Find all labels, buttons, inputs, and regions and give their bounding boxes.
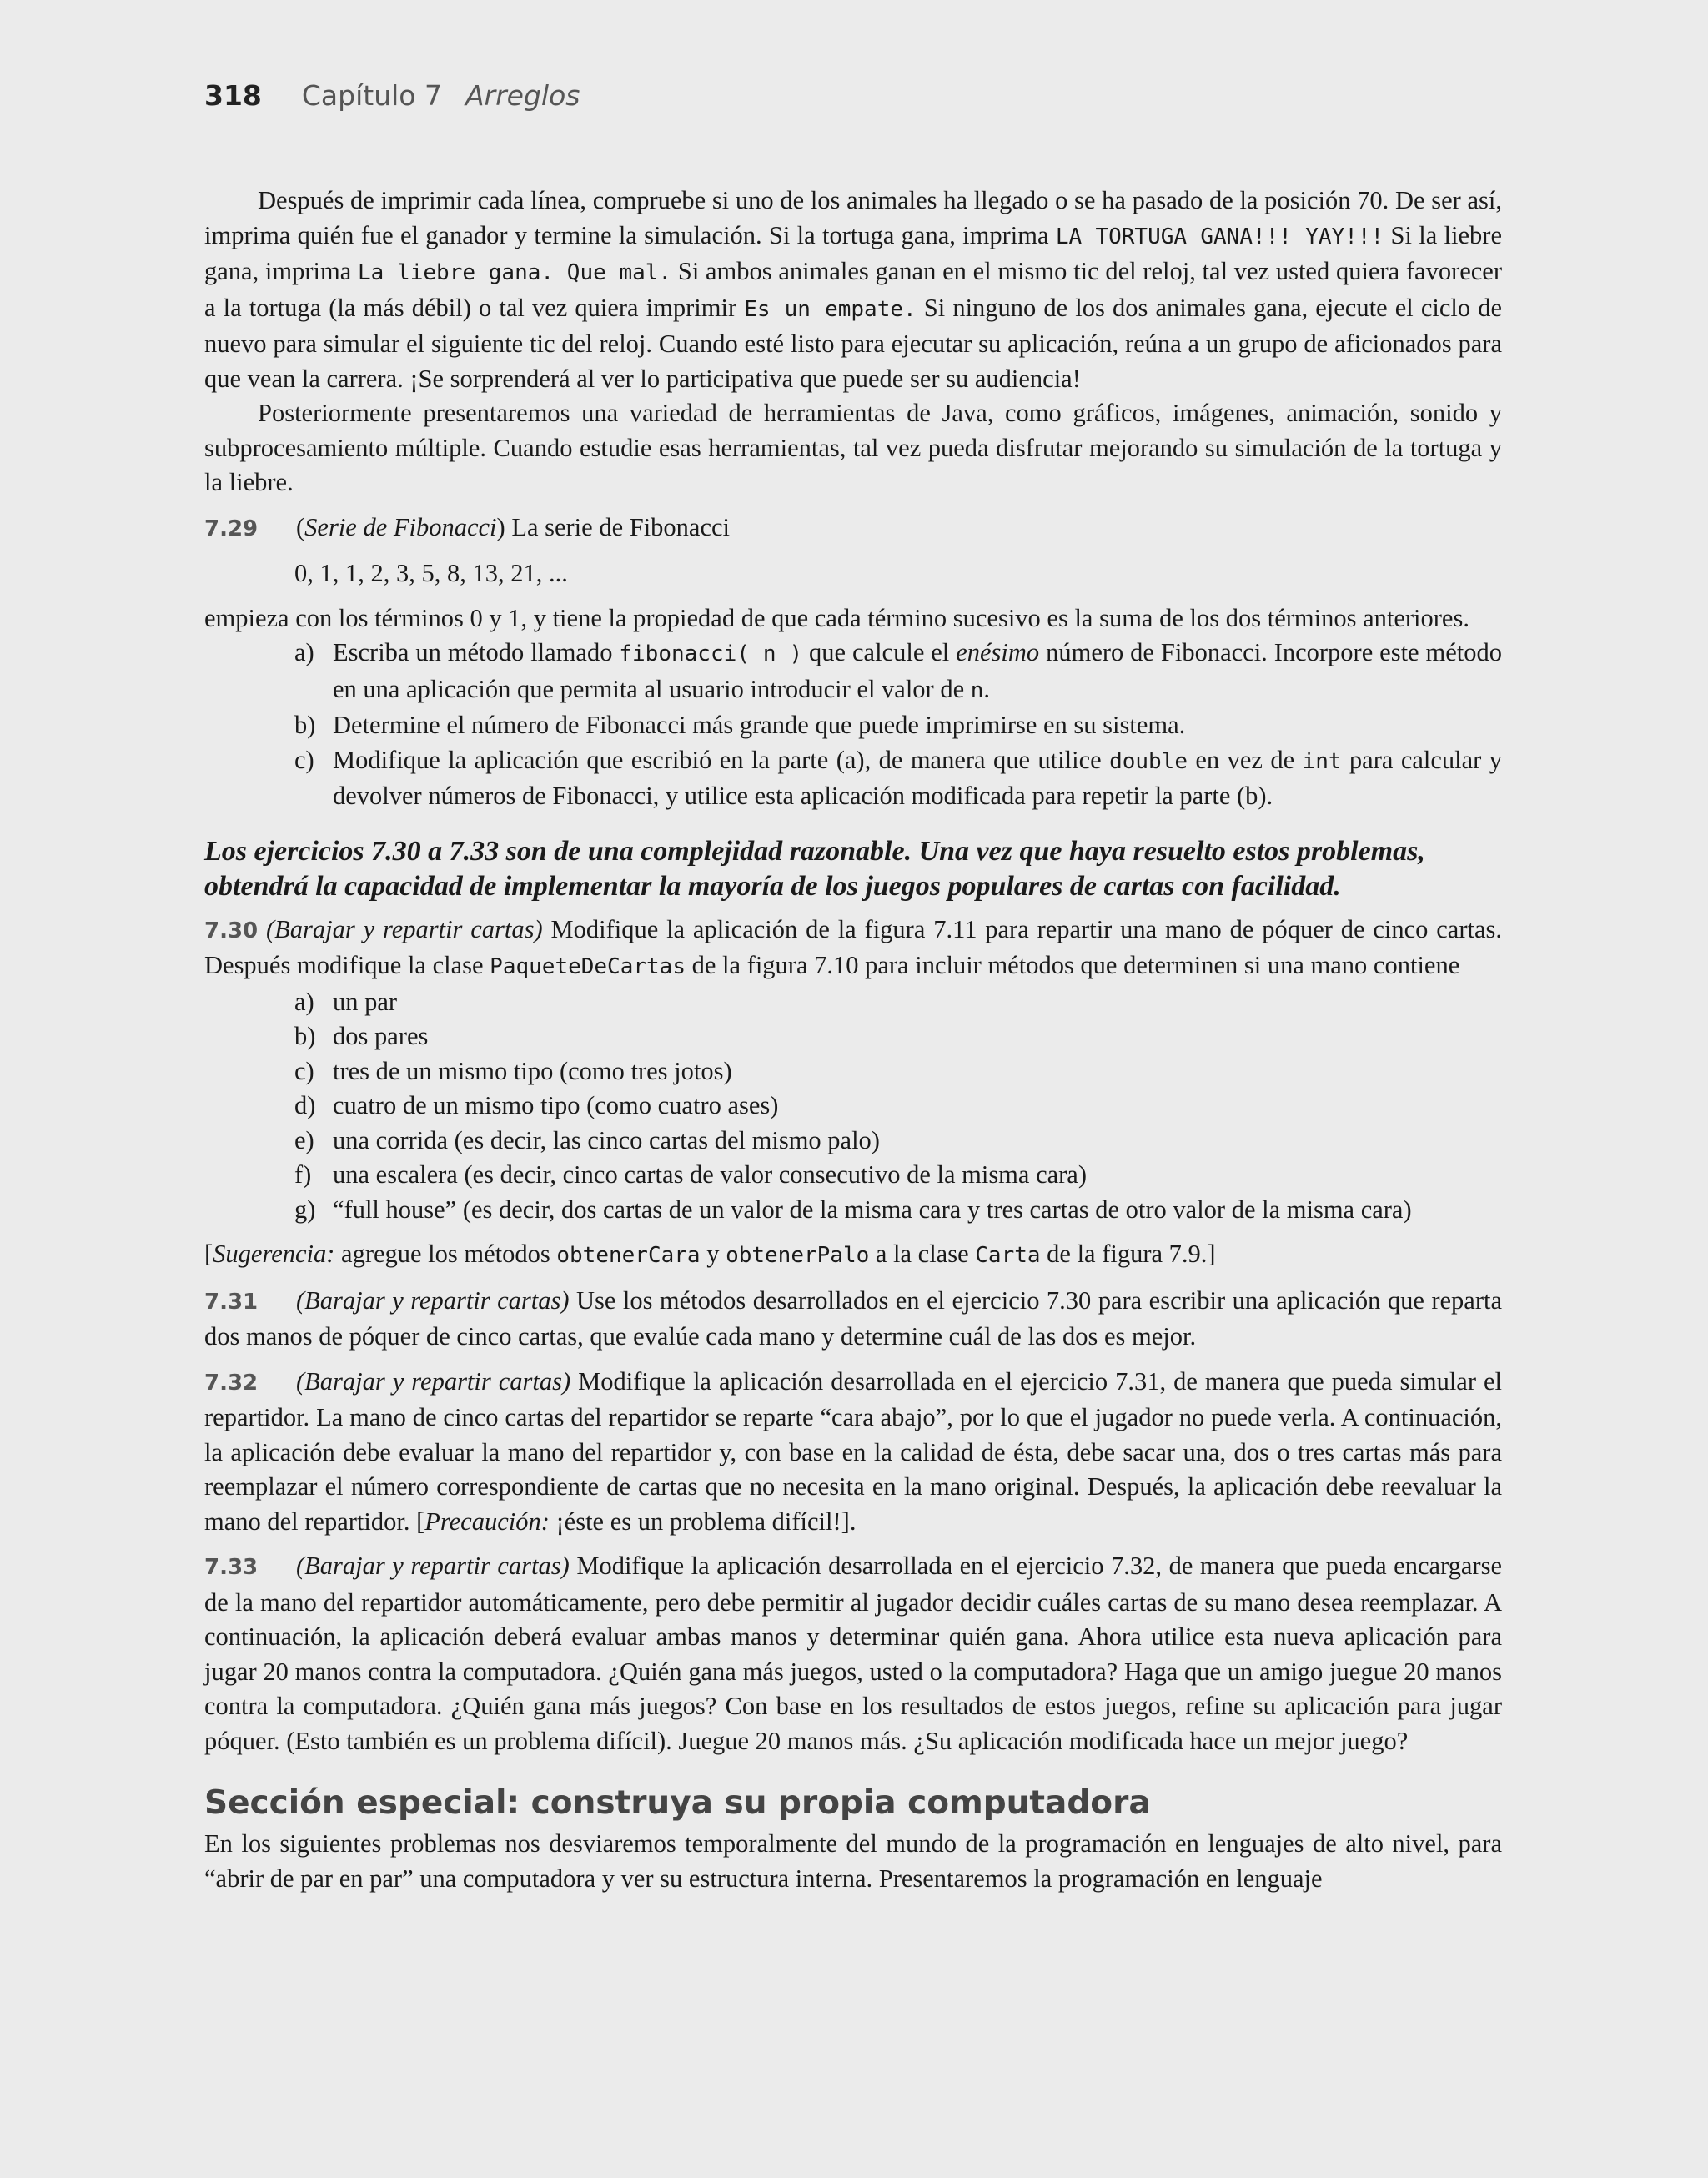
- hint-text: a la clase: [869, 1240, 976, 1268]
- caution-label: Precaución:: [424, 1506, 550, 1536]
- item-text: [333, 636, 1502, 708]
- item-text: una escalera (es decir, cinco cartas de valor consecutivo de la misma cara): [333, 1160, 1087, 1189]
- code-tie: Es un empate.: [744, 296, 917, 322]
- item-text-part: en vez de: [1187, 745, 1303, 774]
- exercise-title: (Barajar y repartir cartas): [296, 1366, 571, 1396]
- item-text: un par: [333, 987, 398, 1016]
- item-text-part: Modifique la aplicación que escribió en la parte (a), de manera que utilice: [333, 745, 1110, 774]
- section-intro: En los siguientes problemas nos desviaremos temporalmente del mundo de la programación en lenguajes de alto nivel, para “abrir de par en par” una computadora y ver su estructura interna. Presentaremos la programación en lenguaje: [204, 1829, 1502, 1893]
- fibonacci-sequence: 0, 1, 1, 2, 3, 5, 8, 13, 21, ...: [294, 559, 568, 587]
- list-item: [294, 985, 1502, 1020]
- exercise-7-32: [204, 1365, 1502, 1540]
- item-label: g): [294, 1195, 316, 1224]
- section-heading: Sección especial: construya su propia computadora: [204, 1784, 1151, 1822]
- paragraph-text: Si la liebre gana, imprima: [204, 220, 1502, 285]
- exercise-number: 7.33: [204, 1555, 259, 1580]
- exercise-7-29-parts: [204, 636, 1502, 814]
- list-item: [294, 1019, 1502, 1054]
- item-label: f): [294, 1160, 312, 1189]
- exercise-number: 7.29: [204, 516, 259, 541]
- exercise-text: Modifique la aplicación desarrollada en el ejercicio 7.31, de manera que pueda simular el repartidor. La mano de cinco cartas del repartidor se reparte “cara abajo”, por lo que el jugador no puede verla. A continuación, la aplicación debe evaluar la mano del repartidor y, con base en la calidad de ésta, debe sacar una, dos o tres cartas más para reemplazar el número correspondiente de cartas que no necesita en la mano original. Después, la aplicación debe reevaluar la mano del repartidor. [: [204, 1366, 1502, 1536]
- code-obtener-cara: obtenerCara: [556, 1243, 701, 1268]
- exercise-number: 7.32: [204, 1370, 259, 1396]
- paragraph-race-end: [204, 184, 1502, 396]
- chapter-label: Capítulo 7: [301, 79, 442, 112]
- code-fibonacci-method: fibonacci( n ): [619, 641, 803, 666]
- exercise-number: 7.31: [204, 1289, 259, 1315]
- item-label: b): [294, 1022, 316, 1050]
- paragraph-text: Después de imprimir cada línea, compruebe si uno de los animales ha llegado o se ha pasado de la posición 70. De ser así, imprima quién fue el ganador y termine la simulación. Si la tortuga gana, imprima: [204, 186, 1502, 249]
- exercise-title: (Barajar y repartir cartas): [296, 1552, 570, 1580]
- code-hare-wins: La liebre gana. Que mal.: [358, 260, 672, 285]
- exercise-7-30: [204, 913, 1502, 985]
- item-text-part: para calcular y devolver números de Fibonacci, y utilice esta aplicación modificada para repetir la parte (b).: [333, 745, 1502, 810]
- exercise-text: Modifique la aplicación de la figura 7.11 para repartir una mano de póquer de cinco cartas. Después modifique la clase: [204, 914, 1503, 979]
- page-number: 318: [204, 79, 262, 112]
- item-text: tres de un mismo tipo (como tres jotos): [333, 1056, 732, 1085]
- page-body: [204, 184, 1502, 1896]
- item-text: Determine el número de Fibonacci más grande que puede imprimirse en su sistema.: [333, 711, 1186, 739]
- exercise-7-31: [204, 1284, 1502, 1355]
- item-text: dos pares: [333, 1022, 429, 1050]
- list-item: [294, 636, 1502, 708]
- caution-text: ¡éste es un problema difícil!].: [549, 1506, 857, 1536]
- item-label: b): [294, 711, 316, 739]
- item-text: [333, 743, 1502, 814]
- exercise-text: de la figura 7.10 para incluir métodos que determinen si una mano contiene: [685, 951, 1460, 979]
- item-text-part: que calcule el: [802, 638, 957, 666]
- exercise-number: 7.30: [204, 918, 259, 943]
- list-item: [294, 1158, 1502, 1193]
- item-label: e): [294, 1125, 314, 1154]
- item-label: d): [294, 1091, 316, 1119]
- exercise-7-29-heading: [204, 511, 1502, 547]
- list-item: [294, 1124, 1502, 1159]
- list-item: [294, 1089, 1502, 1124]
- chapter-title: Arreglos: [465, 79, 580, 112]
- exercise-text: Use los métodos desarrollados en el ejercicio 7.30 para escribir una aplicación que reparta dos manos de póquer de cinco cartas, que evalúe cada mano y determine cuál de las dos es mejor.: [204, 1285, 1502, 1351]
- item-text-part: Escriba un método llamado: [333, 638, 620, 666]
- paragraph-java-tools: Posteriormente presentaremos una variedad de herramientas de Java, como gráficos, imágenes, animación, sonido y subprocesamiento múltiple. Cuando estudie esas herramientas, tal vez pueda disfrutar mejorando su simulación de la tortuga y la liebre.: [204, 399, 1502, 496]
- item-text: una corrida (es decir, las cinco cartas del mismo palo): [333, 1125, 880, 1154]
- item-label: c): [294, 1056, 314, 1085]
- exercise-title: (Barajar y repartir cartas): [296, 1285, 570, 1315]
- item-text: cuatro de un mismo tipo (como cuatro ases): [333, 1091, 779, 1119]
- hint-text: de la figura 7.9.]: [1040, 1240, 1216, 1268]
- exercise-7-30-hands: [204, 985, 1502, 1228]
- exercise-text: Modifique la aplicación desarrollada en el ejercicio 7.32, de manera que pueda encargarse de la mano del repartidor automáticamente, pero debe permitir al jugador decidir cuáles cartas de su mano desea reemplazar. A continuación, la aplicación deberá evaluar ambas manos y determinar quién gana. Ahora utilice esta nueva aplicación para jugar 20 manos contra la computadora. ¿Quién gana más juegos, usted o la computadora? Haga que un amigo juegue 20 manos contra la computadora. ¿Quién gana más juegos? Con base en los resultados de estos juegos, refine su aplicación para jugar póquer. (Esto también es un problema difícil). Juegue 20 manos más. ¿Su aplicación modificada hace un mejor juego?: [204, 1552, 1502, 1755]
- paren: (: [296, 512, 305, 541]
- hint-text: agregue los métodos: [334, 1240, 557, 1268]
- code-tortoise-wins: LA TORTUGA GANA!!! YAY!!!: [1055, 224, 1384, 249]
- item-label: a): [294, 638, 314, 666]
- item-text-part: número de Fibonacci. Incorpore este método en una aplicación que permita al usuario introducir el valor de: [333, 638, 1502, 703]
- code-paquete-de-cartas: PaqueteDeCartas: [490, 954, 686, 979]
- code-obtener-palo: obtenerPalo: [726, 1243, 870, 1268]
- item-label: a): [294, 987, 314, 1016]
- list-item: [294, 708, 1502, 743]
- paragraph-text: Si ninguno de los dos animales gana, ejecute el ciclo de nuevo para simular el siguiente tic del reloj. Cuando esté listo para ejecutar su aplicación, reúna a un grupo de aficionados para que vean la carrera. ¡Se sorprenderá al ver lo participativa que puede ser su audiencia!: [204, 293, 1502, 393]
- exercise-7-33: [204, 1549, 1502, 1758]
- exercise-7-30-hint: [204, 1237, 1502, 1274]
- code-double: double: [1109, 748, 1188, 774]
- exercise-title: (Barajar y repartir cartas): [266, 914, 543, 943]
- exercise-intro: La serie de Fibonacci: [505, 512, 731, 541]
- list-item: [294, 743, 1502, 814]
- list-item: [294, 1054, 1502, 1089]
- bracket: [: [204, 1240, 214, 1268]
- code-carta: Carta: [975, 1243, 1041, 1268]
- paren: ): [496, 512, 505, 541]
- item-label: c): [294, 745, 314, 774]
- item-text: “full house” (es decir, dos cartas de un valor de la misma cara y tres cartas de otro valor de la misma cara): [333, 1195, 1412, 1224]
- exercise-title: Serie de Fibonacci: [304, 512, 497, 541]
- exercise-7-29-body: empieza con los términos 0 y 1, y tiene la propiedad de que cada término sucesivo es la suma de los dos términos anteriores.: [204, 603, 1469, 632]
- paragraph-text: Si ambos animales ganan en el mismo tic del reloj, tal vez usted quiera favorecer a la tortuga (la más débil) o tal vez quiera imprimir: [204, 257, 1502, 322]
- hint-text: y: [700, 1240, 726, 1268]
- difficulty-notice: Los ejercicios 7.30 a 7.33 son de una complejidad razonable. Una vez que haya resuelto estos problemas, obtendrá la capacidad de implementar la mayoría de los juegos populares de cartas con facilidad.: [204, 835, 1425, 902]
- hint-label: Sugerencia:: [213, 1240, 335, 1268]
- running-header: [204, 79, 580, 112]
- code-n: n: [970, 677, 984, 703]
- item-emphasis: enésimo: [956, 638, 1040, 666]
- item-text-part: .: [983, 674, 991, 703]
- code-int: int: [1302, 748, 1342, 774]
- list-item: [294, 1193, 1502, 1228]
